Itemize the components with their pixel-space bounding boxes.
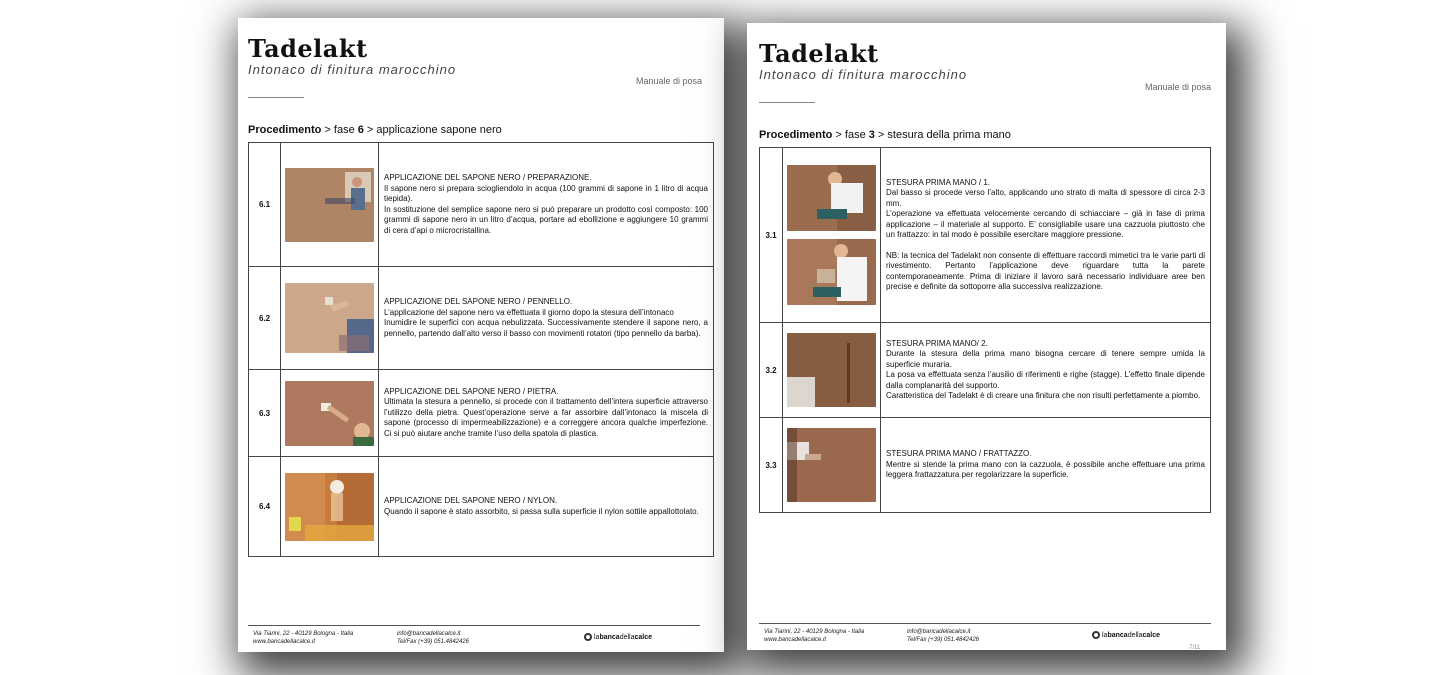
heading-fase-label: > fase: [321, 124, 358, 136]
table-row: [249, 370, 714, 457]
header-divider: [248, 97, 304, 98]
table-row: [760, 418, 1211, 513]
logo-ring-icon: [584, 633, 592, 641]
heading-procedimento: Procedimento: [759, 129, 833, 141]
section-heading: [248, 124, 502, 136]
document-subtitle: Intonaco di finitura marocchino: [248, 62, 457, 77]
float-trowel-photo: [787, 428, 876, 502]
step-number: 3.1: [760, 148, 783, 323]
footer-divider: [759, 623, 1211, 624]
stone-polishing-photo: [285, 381, 374, 446]
heading-fase-number: 3: [868, 129, 875, 141]
company-logo: [584, 633, 652, 641]
worker-applying-plaster-photo-2: [787, 239, 876, 305]
step-photo-cell: [281, 457, 379, 557]
step-text-extra: Inumidire le superfici con acqua nebulizzata. Successivamente stendere il sapone nero, a pennello, partendo dall’alto verso il basso con movimenti rotatori (tipo pennello da barba).: [384, 318, 708, 338]
step-photo-cell: [783, 323, 881, 418]
step-text: Il sapone nero si prepara sciogliendolo in acqua (100 grammi di sapone in 1 litro di acqua tiepida).: [384, 183, 708, 203]
step-title: APPLICAZIONE DEL SAPONE NERO / PENNELLO.: [384, 297, 573, 306]
footer-email: info@bancadellacalce.it: [397, 631, 461, 637]
footer-phone: Tel/Fax (+39) 051.4842426: [907, 637, 979, 643]
steps-table: [759, 147, 1211, 513]
step-photo-cell: [783, 148, 881, 323]
step-text-extra: Caratteristica del Tadelakt è di creare una finitura che non risulti perfettamente a piombo.: [886, 391, 1201, 400]
manual-label: Manuale di posa: [635, 76, 702, 86]
nylon-finishing-photo: [285, 473, 374, 541]
page-number: 7/11: [1189, 645, 1201, 651]
heading-fase-title: > applicazione sapone nero: [363, 124, 502, 136]
step-title: APPLICAZIONE DEL SAPONE NERO / PREPARAZIONE.: [384, 173, 592, 182]
step-text: L’applicazione del sapone nero va effettuata il giorno dopo la stesura dell’intonaco: [384, 307, 674, 317]
step-title: STESURA PRIMA MANO/ 2.: [886, 338, 988, 348]
step-photo-cell: [281, 267, 379, 370]
step-text: Ultimata la stesura a pennello, si procede con il trattamento dell’intera superficie attraverso l’utilizzo della pietra. Quest’operazione serve a far assorbire dall’intonaco la miscela di sapone (processo di impermeabilizzazione) e a correggere ancora qualche imperfezione. Ci si può aiutare anche tramite l’uso della spatola di plastica.: [384, 397, 708, 438]
step-text: Dal basso si procede verso l’alto, applicando uno strato di malta di spessore di circa 2-3 mm.: [886, 188, 1205, 208]
step-description: [379, 370, 714, 457]
step-photo-cell: [783, 418, 881, 513]
manual-label: Manuale di posa: [1144, 82, 1211, 92]
step-title: STESURA PRIMA MANO / FRATTAZZO.: [886, 449, 1032, 459]
manual-page-right: [747, 23, 1226, 650]
brand-logo: Tadelakt: [759, 39, 879, 68]
step-number: 6.3: [249, 370, 281, 457]
step-text: Mentre si stende la prima mano con la cazzuola, è possibile anche effettuare una prima leggera frattazzatura per regolarizzare la superficie.: [886, 459, 1205, 480]
step-title: STESURA PRIMA MANO / 1.: [886, 177, 991, 187]
step-number: 6.4: [249, 457, 281, 557]
footer-address: [764, 628, 864, 644]
brand-logo: Tadelakt: [248, 34, 368, 63]
table-row: [249, 143, 714, 267]
document-subtitle: Intonaco di finitura marocchino: [759, 67, 968, 82]
section-heading: [759, 129, 1011, 141]
step-text-extra: In sostituzione del semplice sapone nero si può preparare un prodotto così composto: 100 grammi di sapone nero in un litro d’acqua, portare ad ebollizione e aggiungere 10 grammi di cera d’api o microcristallina.: [384, 204, 708, 235]
footer-email: info@bancadellacalce.it: [907, 629, 971, 635]
header-divider: [759, 102, 815, 103]
footer-phone: Tel/Fax (+39) 051.4842426: [397, 639, 469, 645]
step-number: 6.1: [249, 143, 281, 267]
table-row: [760, 323, 1211, 418]
step-description: [881, 323, 1211, 418]
step-description: [379, 457, 714, 557]
footer-street: Via Tiarini, 22 - 40129 Bologna - Italia: [764, 629, 865, 635]
steps-table: [248, 142, 714, 557]
step-number: 6.2: [249, 267, 281, 370]
footer-contact: [397, 630, 469, 646]
step-text: Durante la stesura della prima mano bisogna cercare di tenere sempre umida la superficie muraria.: [886, 349, 1205, 369]
footer-address: [253, 630, 353, 646]
step-description: [379, 143, 714, 267]
step-photo-cell: [281, 370, 379, 457]
logo-text: labancadellacalce: [594, 633, 653, 641]
footer-website: www.bancadellacalce.it: [253, 639, 316, 645]
table-row: [249, 267, 714, 370]
table-row: [760, 148, 1211, 323]
step-text-extra: La posa va effettuata senza l’ausilio di riferimenti e righe (stagge). L’effetto finale dipende dalla complanarità del supporto.: [886, 370, 1205, 390]
step-photo-cell: [281, 143, 379, 267]
step-number: 3.2: [760, 323, 783, 418]
step-title: APPLICAZIONE DEL SAPONE NERO / NYLON.: [384, 496, 558, 505]
step-number: 3.3: [760, 418, 783, 513]
step-title: APPLICAZIONE DEL SAPONE NERO / PIETRA.: [384, 386, 559, 396]
brush-application-photo: [285, 283, 374, 353]
plaster-wall-moist-photo: [787, 333, 876, 407]
logo-text: labancadellacalce: [1102, 631, 1161, 639]
footer-contact: [907, 628, 979, 644]
worker-applying-plaster-photo-1: [787, 165, 876, 231]
wall-preparation-photo: [285, 168, 374, 242]
step-text: Quando il sapone è stato assorbito, si passa sulla superficie il nylon sottile appallottolato.: [384, 506, 699, 516]
heading-fase-number: 6: [357, 124, 364, 136]
step-description: [379, 267, 714, 370]
step-description: [881, 148, 1211, 323]
footer-website: www.bancadellacalce.it: [764, 637, 827, 643]
footer-divider: [248, 625, 700, 626]
step-note: NB: la tecnica del Tadelakt non consente di effettuare raccordi mimetici tra le varie parti di rivestimento. Pertanto l’applicazione deve riguardare tutta la parete contemporaneamente. Prima di iniziare il lavoro sarà necessario individuare aree ben precise e definite da sottoporre alla successiva realizzazione.: [886, 250, 1205, 291]
company-logo: [1092, 631, 1160, 639]
heading-fase-title: > stesura della prima mano: [874, 129, 1011, 141]
table-row: [249, 457, 714, 557]
manual-page-left: [238, 18, 724, 652]
footer-street: Via Tiarini, 22 - 40129 Bologna - Italia: [253, 631, 354, 637]
heading-fase-label: > fase: [832, 129, 869, 141]
step-text-extra: L’operazione va effettuata velocemente cercando di schiacciare – già in fase di prima applicazione – il materiale al supporto. E’ consigliabile usare una cazzuola piuttosto che un frattazzo: in tal modo è possibile esercitare maggiore pressione.: [886, 209, 1205, 239]
step-description: [881, 418, 1211, 513]
heading-procedimento: Procedimento: [248, 124, 322, 136]
logo-ring-icon: [1092, 631, 1100, 639]
